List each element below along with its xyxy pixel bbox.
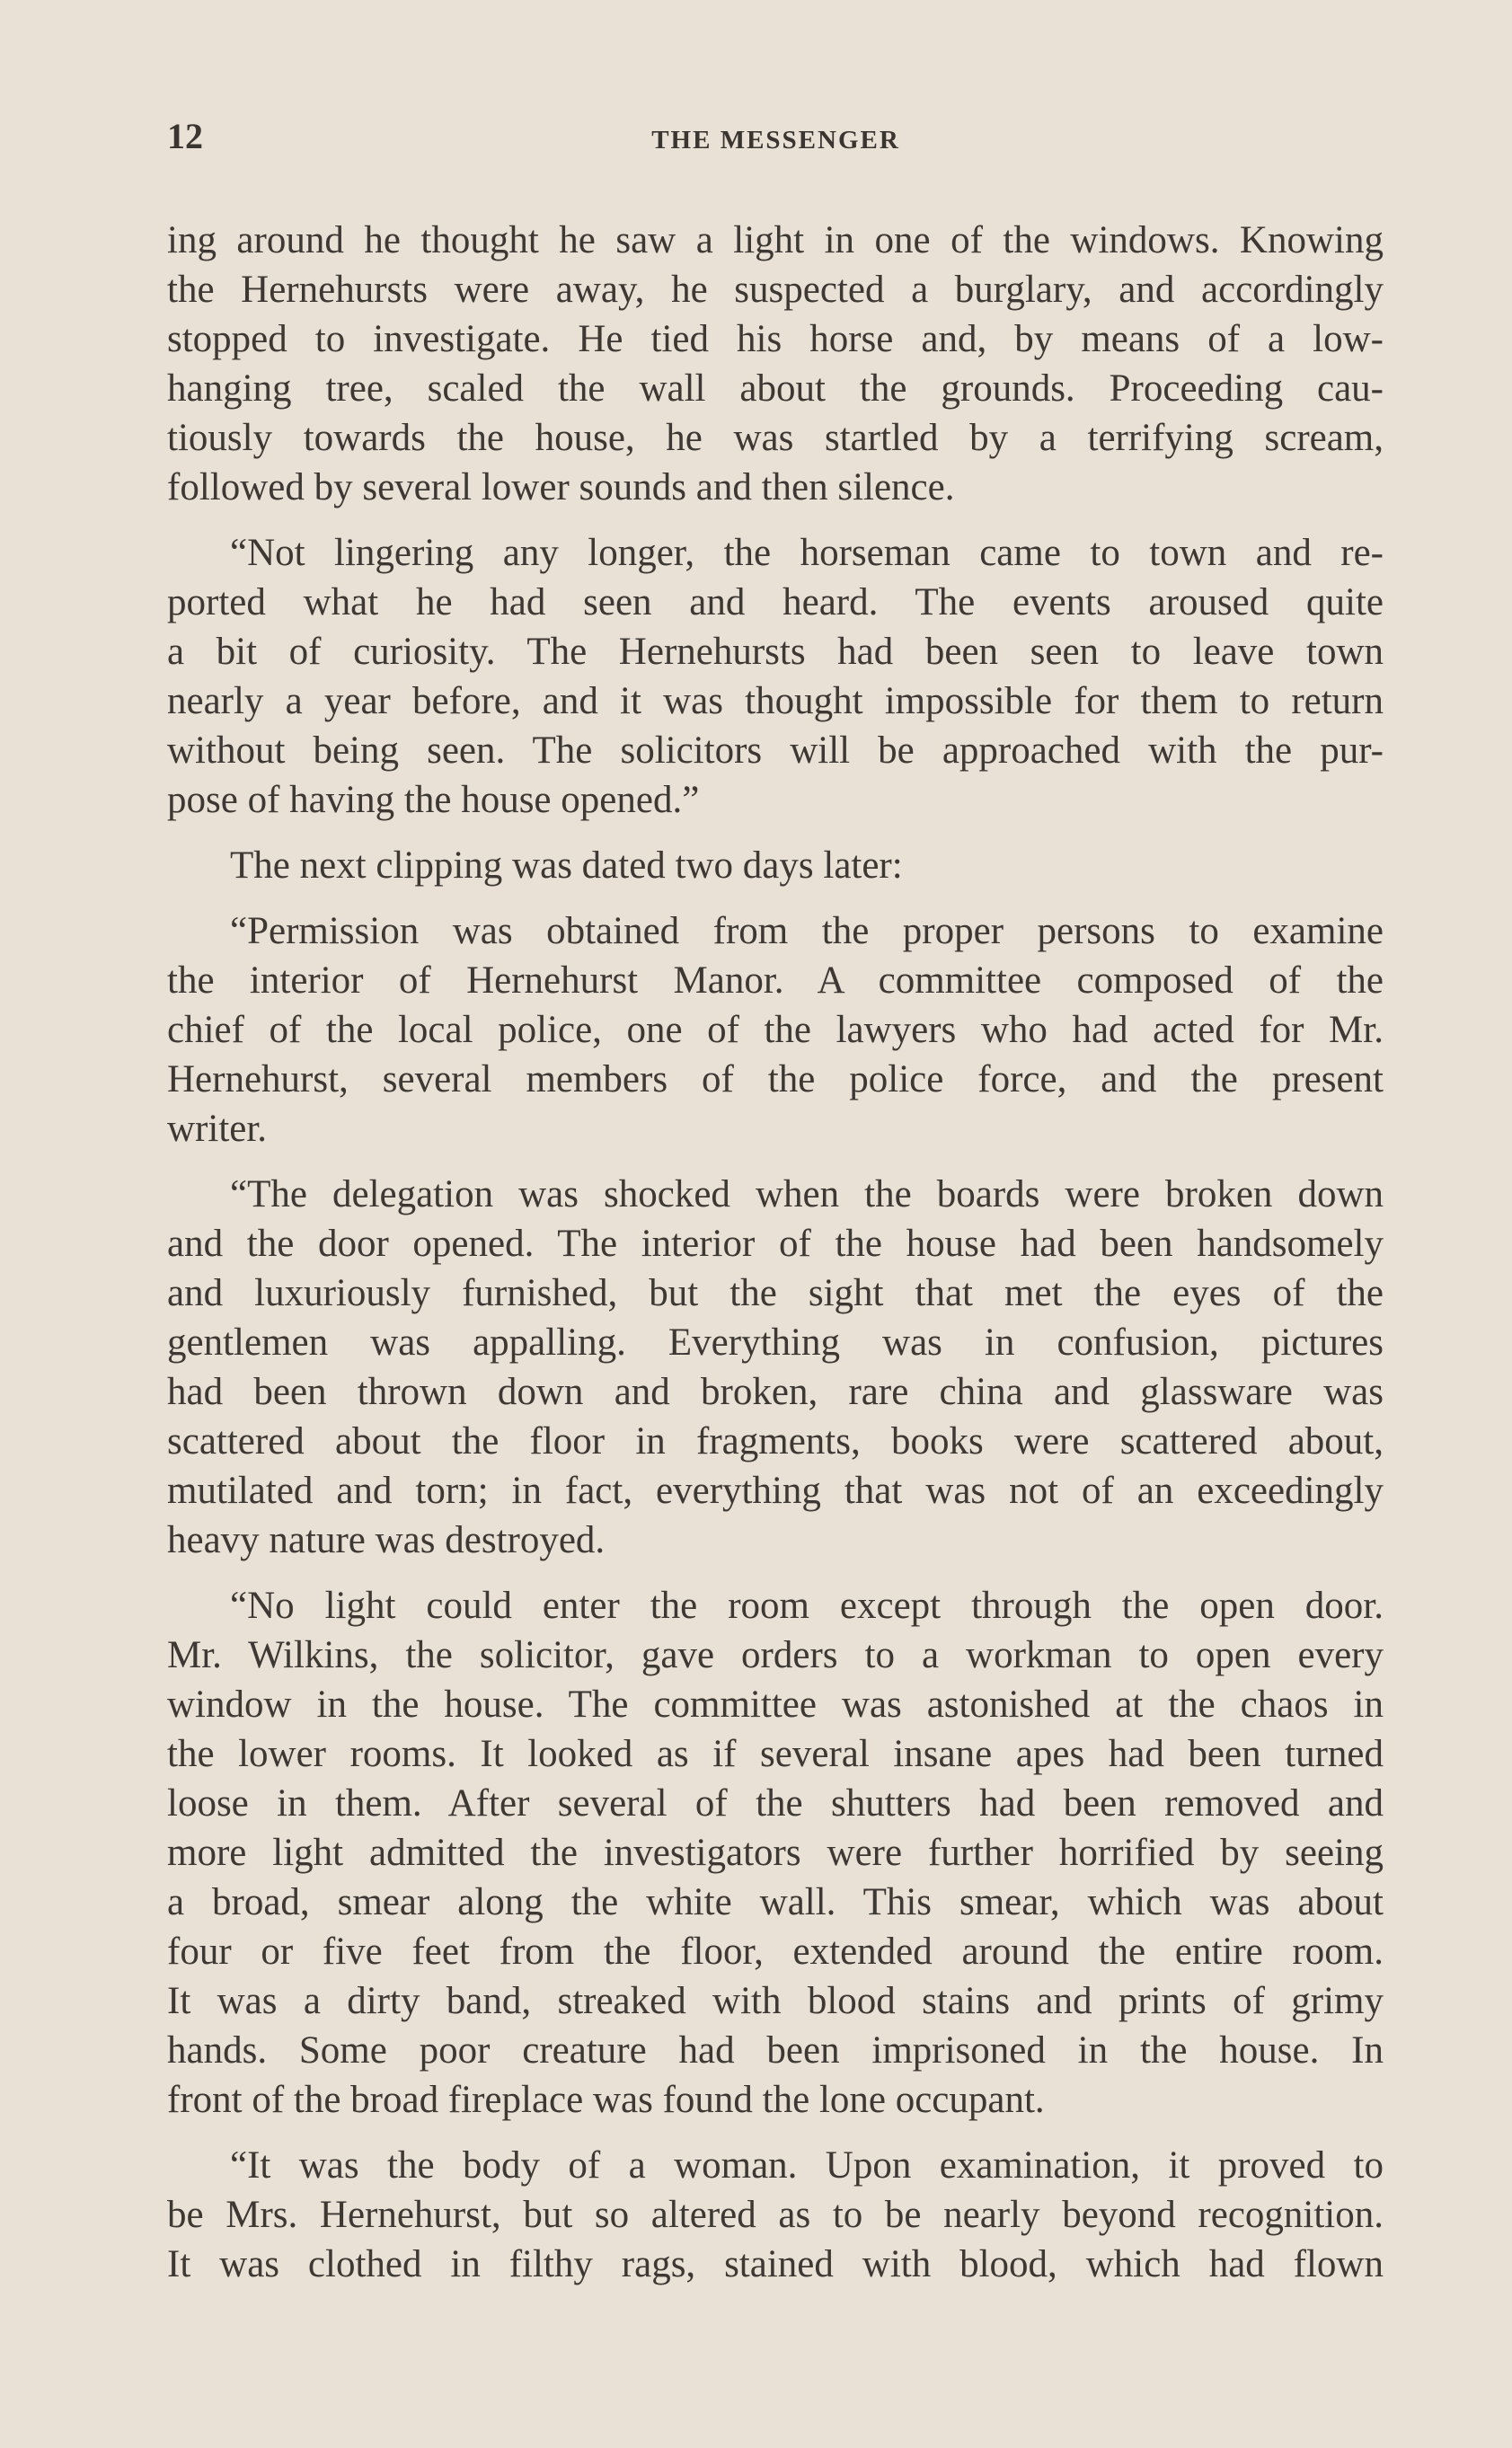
text-line: the Hernehursts were away, he suspected a burglary, and accordingly [167,269,1384,311]
text-line: nearly a year before, and it was thought impossible for them to return [167,680,1384,722]
text-line: front of the broad fireplace was found the lone occupant. [167,2079,1045,2121]
text-line: ported what he had seen and heard. The events aroused quite [167,581,1384,623]
paragraph [167,906,1384,1153]
text-line: the lower rooms. It looked as if several insane apes had been turned [167,1733,1384,1775]
text-line: scattered about the floor in fragments, books were scattered about, [167,1420,1384,1463]
text-line: The next clipping was dated two days later: [230,844,903,887]
text-line: more light admitted the investigators were further horrified by seeing [167,1832,1384,1874]
text-line: “No light could enter the room except through the open door. [230,1585,1384,1627]
paragraph [167,528,1384,825]
text-line: “It was the body of a woman. Upon examination, it proved to [230,2144,1384,2187]
text-line: Hernehurst, several members of the police force, and the present [167,1058,1384,1100]
text-line: chief of the local police, one of the lawyers who had acted for Mr. [167,1009,1384,1051]
text-line: followed by several lower sounds and then silence. [167,466,955,508]
text-line: a broad, smear along the white wall. This smear, which was about [167,1881,1384,1923]
text-line: Mr. Wilkins, the solicitor, gave orders to a workman to open every [167,1634,1384,1676]
paragraph [167,216,1384,512]
text-line: a bit of curiosity. The Hernehursts had been seen to leave town [167,631,1384,673]
text-line: “Permission was obtained from the proper persons to examine [230,910,1384,952]
text-line: “The delegation was shocked when the boards were broken down [230,1173,1384,1215]
text-line: and the door opened. The interior of the house had been handsomely [167,1223,1384,1265]
paragraph [167,2141,1384,2289]
text-line: four or five feet from the floor, extended around the entire room. [167,1931,1384,1973]
text-line: hanging tree, scaled the wall about the grounds. Proceeding cau- [167,367,1384,410]
text-line: the interior of Hernehurst Manor. A committee composed of the [167,959,1384,1002]
running-head: THE MESSENGER [651,126,900,155]
text-line: ing around he thought he saw a light in one of the windows. Knowing [167,219,1384,261]
text-line: gentlemen was appalling. Everything was in confusion, pictures [167,1321,1384,1364]
paragraph [167,841,1384,890]
text-line: loose in them. After several of the shutters had been removed and [167,1782,1384,1825]
text-line: stopped to investigate. He tied his horse and, by means of a low- [167,318,1384,360]
text-line: pose of having the house opened.” [167,779,700,821]
text-line: tiously towards the house, he was startled by a terrifying scream, [167,417,1384,459]
text-line: hands. Some poor creature had been imprisoned in the house. In [167,2029,1384,2072]
paragraph [167,1581,1384,2125]
page-number: 12 [167,116,203,156]
text-line: “Not lingering any longer, the horseman came to town and re- [230,532,1384,574]
paragraph [167,1170,1384,1565]
text-line: mutilated and torn; in fact, everything that was not of an exceedingly [167,1470,1384,1512]
text-line: and luxuriously furnished, but the sight that met the eyes of the [167,1272,1384,1314]
page-header [167,115,1384,169]
body-text [167,216,1384,2305]
text-line: It was a dirty band, streaked with blood stains and prints of grimy [167,1980,1384,2022]
text-line: heavy nature was destroyed. [167,1519,606,1561]
text-line: writer. [167,1108,268,1150]
text-line: without being seen. The solicitors will be approached with the pur- [167,729,1384,772]
text-line: had been thrown down and broken, rare china and glassware was [167,1371,1384,1413]
text-line: be Mrs. Hernehurst, but so altered as to be nearly beyond recognition. [167,2194,1384,2236]
text-line: window in the house. The committee was astonished at the chaos in [167,1684,1384,1726]
text-line: It was clothed in filthy rags, stained with blood, which had flown [167,2243,1384,2285]
